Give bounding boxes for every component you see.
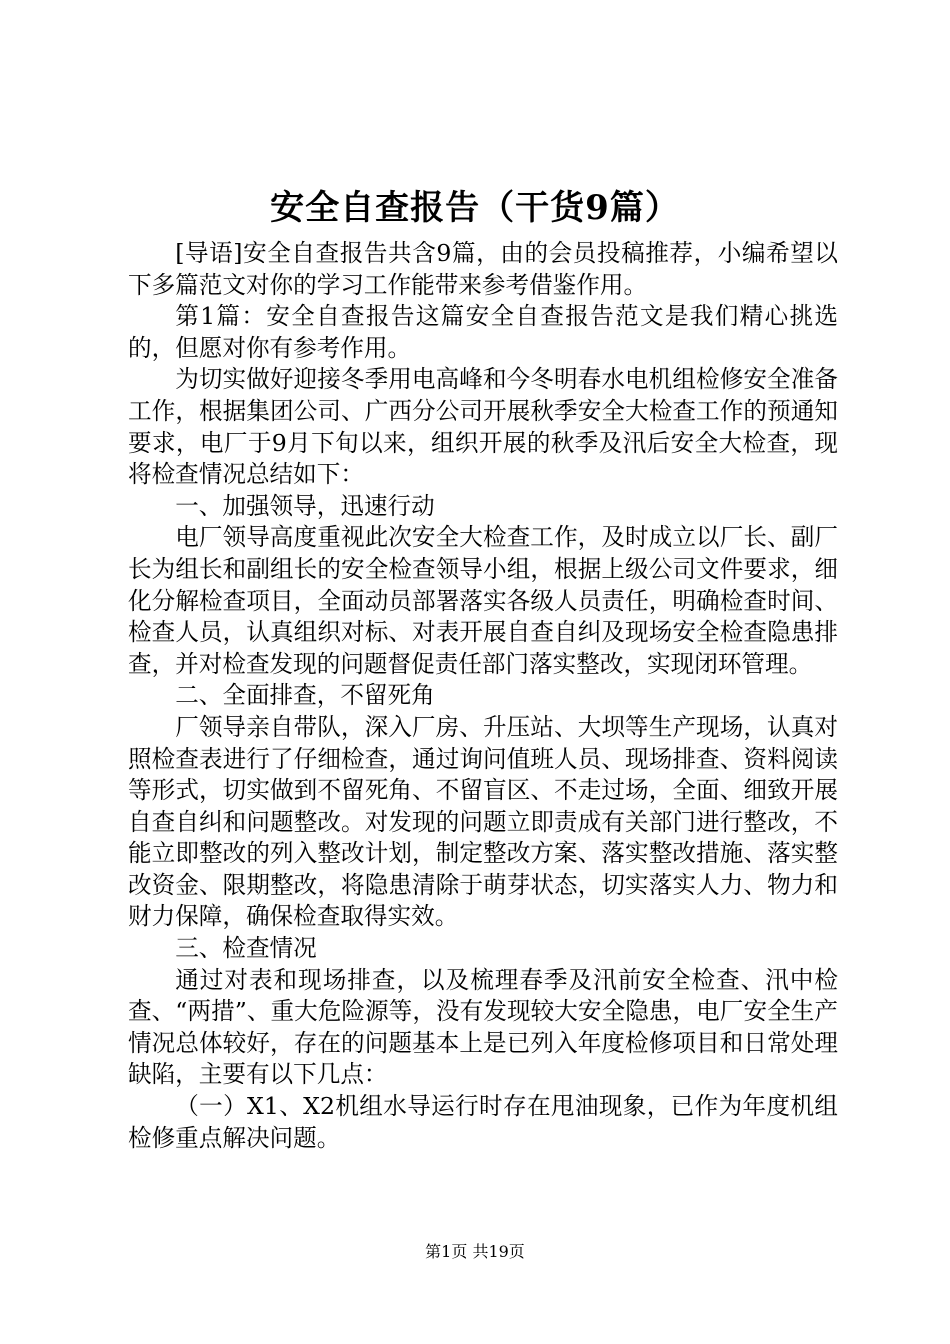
paragraph-item-1: （一）X1、X2机组水导运行时存在甩油现象，已作为年度机组检修重点解决问题。	[128, 1092, 838, 1152]
paragraph-background: 为切实做好迎接冬季用电高峰和今冬明春水电机组检修安全准备工作，根据集团公司、广西分公司开展秋季安全大检查工作的预通知要求，电厂于9月下旬以来，组织开展的秋季及汛后安全大检查，现将检查情况总结如下：	[128, 365, 838, 489]
document-title: 安全自查报告（干货9篇）	[270, 188, 680, 228]
paragraph-article-1-intro: 第1篇：安全自查报告这篇安全自查报告范文是我们精心挑选的，但愿对你有参考作用。	[128, 302, 838, 362]
page-number-footer: 第1页 共19页	[425, 1242, 525, 1261]
section-heading-2: 二、全面排查，不留死角	[175, 681, 435, 710]
document-body	[128, 238, 838, 1154]
paragraph-intro: [导语]安全自查报告共含9篇，由的会员投稿推荐，小编希望以下多篇范文对你的学习工作能带来参考借鉴作用。	[128, 239, 838, 299]
paragraph-section-2: 厂领导亲自带队，深入厂房、升压站、大坝等生产现场，认真对照检查表进行了仔细检查，通过询问值班人员、现场排查、资料阅读等形式，切实做到不留死角、不留盲区、不走过场，全面、细致开展自查自纠和问题整改。对发现的问题立即责成有关部门进行整改，不能立即整改的列入整改计划，制定整改方案、落实整改措施、落实整改资金、限期整改，将隐患清除于萌芽状态，切实落实人力、物力和财力保障，确保检查取得实效。	[128, 712, 838, 931]
paragraph-section-1: 电厂领导高度重视此次安全大检查工作，及时成立以厂长、副厂长为组长和副组长的安全检查领导小组，根据上级公司文件要求，细化分解检查项目，全面动员部署落实各级人员责任，明确检查时间、检查人员，认真组织对标、对表开展自查自纠及现场安全检查隐患排查，并对检查发现的问题督促责任部门落实整改，实现闭环管理。	[128, 523, 838, 678]
section-heading-1: 一、加强领导，迅速行动	[175, 491, 435, 520]
section-heading-3: 三、检查情况	[175, 934, 317, 963]
paragraph-section-3: 通过对表和现场排查，以及梳理春季及汛前安全检查、汛中检查、“两措”、重大危险源等，没有发现较大安全隐患，电厂安全生产情况总体较好，存在的问题基本上是已列入年度检修项目和日常处理缺陷，主要有以下几点：	[128, 965, 838, 1089]
